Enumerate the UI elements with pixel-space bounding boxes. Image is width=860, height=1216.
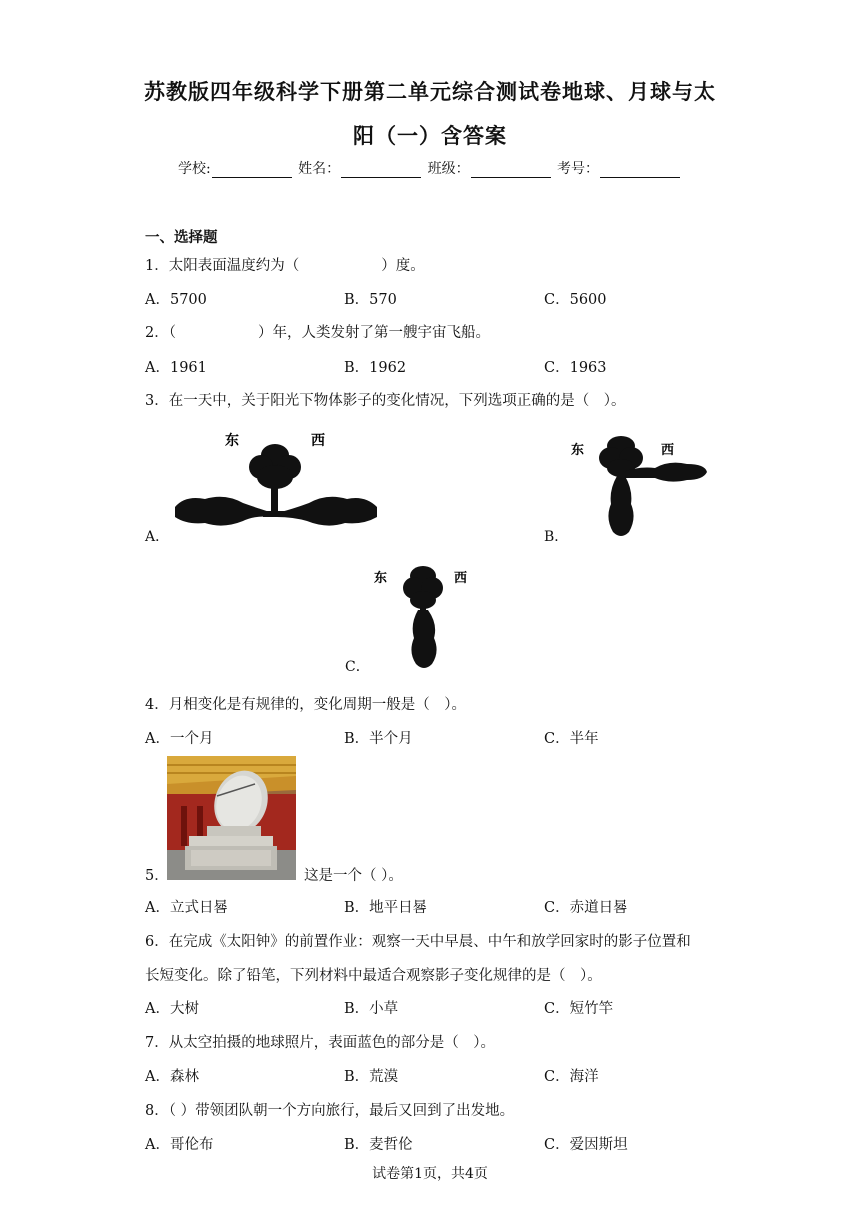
q2-option-b: B．1962 [344, 360, 407, 376]
q2-option-c: C．1963 [544, 360, 607, 376]
q3c-west-label: 西 [454, 571, 468, 586]
q2-text-pre: 2．（ [145, 325, 176, 341]
question-5-number: 5． [145, 868, 169, 884]
q5-option-b: B．地平日晷 [344, 900, 428, 916]
q5-option-c: C．赤道日晷 [544, 900, 628, 916]
q4-option-c: C．半年 [544, 731, 599, 747]
exam-no-label: 考号： [557, 161, 600, 177]
question-8: 8．（ ）带领团队朝一个方向旅行，最后又回到了出发地。 [145, 1103, 515, 1119]
q6-option-a: A．大树 [145, 1001, 199, 1017]
question-6-line-2: 长短变化。除了铅笔，下列材料中最适合观察影子变化规律的是（ ）。 [145, 968, 602, 984]
q2-option-a: A．1961 [145, 360, 207, 376]
q1-text-post: ）度。 [381, 258, 425, 274]
question-7: 7．从太空拍摄的地球照片，表面蓝色的部分是（ ）。 [145, 1035, 495, 1051]
q7-option-c: C．海洋 [544, 1069, 599, 1085]
q5-option-a: A．立式日晷 [145, 900, 228, 916]
info-line [0, 158, 860, 178]
q1-option-a: A．5700 [145, 292, 207, 308]
doc-title-line-1: 苏教版四年级科学下册第二单元综合测试卷地球、月球与太 [144, 80, 716, 104]
q3a-west-label: 西 [311, 433, 325, 449]
question-1 [145, 254, 425, 275]
q6-option-b: B．小草 [344, 1001, 399, 1017]
q8-option-c: C．爱因斯坦 [544, 1137, 628, 1153]
q3-figure-c-tree-shadow [370, 562, 480, 672]
name-label: 姓名： [298, 161, 341, 177]
q8-option-a: A．哥伦布 [145, 1137, 214, 1153]
q3-figure-a-tree-shadows [165, 425, 385, 535]
class-field[interactable] [471, 163, 551, 178]
q5-sundial-photo [167, 756, 296, 880]
school-label: 学校: [177, 161, 211, 177]
q8-option-b: B．麦哲伦 [344, 1137, 413, 1153]
school-field[interactable] [212, 163, 292, 178]
question-2 [145, 321, 490, 342]
q3b-east-label: 东 [571, 443, 585, 458]
q6-option-c: C．短竹竿 [544, 1001, 614, 1017]
question-6-line-1: 6．在完成《太阳钟》的前置作业：观察一天中早晨、中午和放学回家时的影子位置和 [145, 934, 691, 950]
q4-option-b: B．半个月 [344, 731, 413, 747]
q1-option-c: C．5600 [544, 292, 607, 308]
q7-option-a: A．森林 [145, 1069, 199, 1085]
q1-text-pre: 1．太阳表面温度约为（ [145, 258, 300, 274]
q2-text-post: ）年，人类发射了第一艘宇宙飞船。 [257, 325, 490, 341]
doc-title-line-2: 阳（一）含答案 [353, 124, 507, 148]
page-footer: 试卷第1页，共4页 [372, 1166, 488, 1182]
q3-label-b: B． [544, 529, 569, 545]
q3a-east-label: 东 [225, 433, 239, 449]
q4-option-a: A．一个月 [145, 731, 214, 747]
q3c-east-label: 东 [374, 571, 388, 586]
name-field[interactable] [341, 163, 421, 178]
q3b-west-label: 西 [661, 443, 675, 458]
q3-figure-b-tree-shadows [565, 432, 715, 540]
question-4: 4．月相变化是有规律的，变化周期一般是（ ）。 [145, 697, 466, 713]
q3-label-c: C． [345, 659, 370, 675]
question-5-text: 这是一个（ ）。 [304, 868, 403, 884]
class-label: 班级： [427, 161, 470, 177]
section-heading: 一、选择题 [145, 230, 218, 246]
q7-option-b: B．荒漠 [344, 1069, 399, 1085]
q1-option-b: B．570 [344, 292, 397, 308]
exam-no-field[interactable] [600, 163, 680, 178]
question-3: 3．在一天中，关于阳光下物体影子的变化情况，下列选项正确的是（ ）。 [145, 393, 626, 409]
q3-label-a: A． [145, 529, 170, 545]
